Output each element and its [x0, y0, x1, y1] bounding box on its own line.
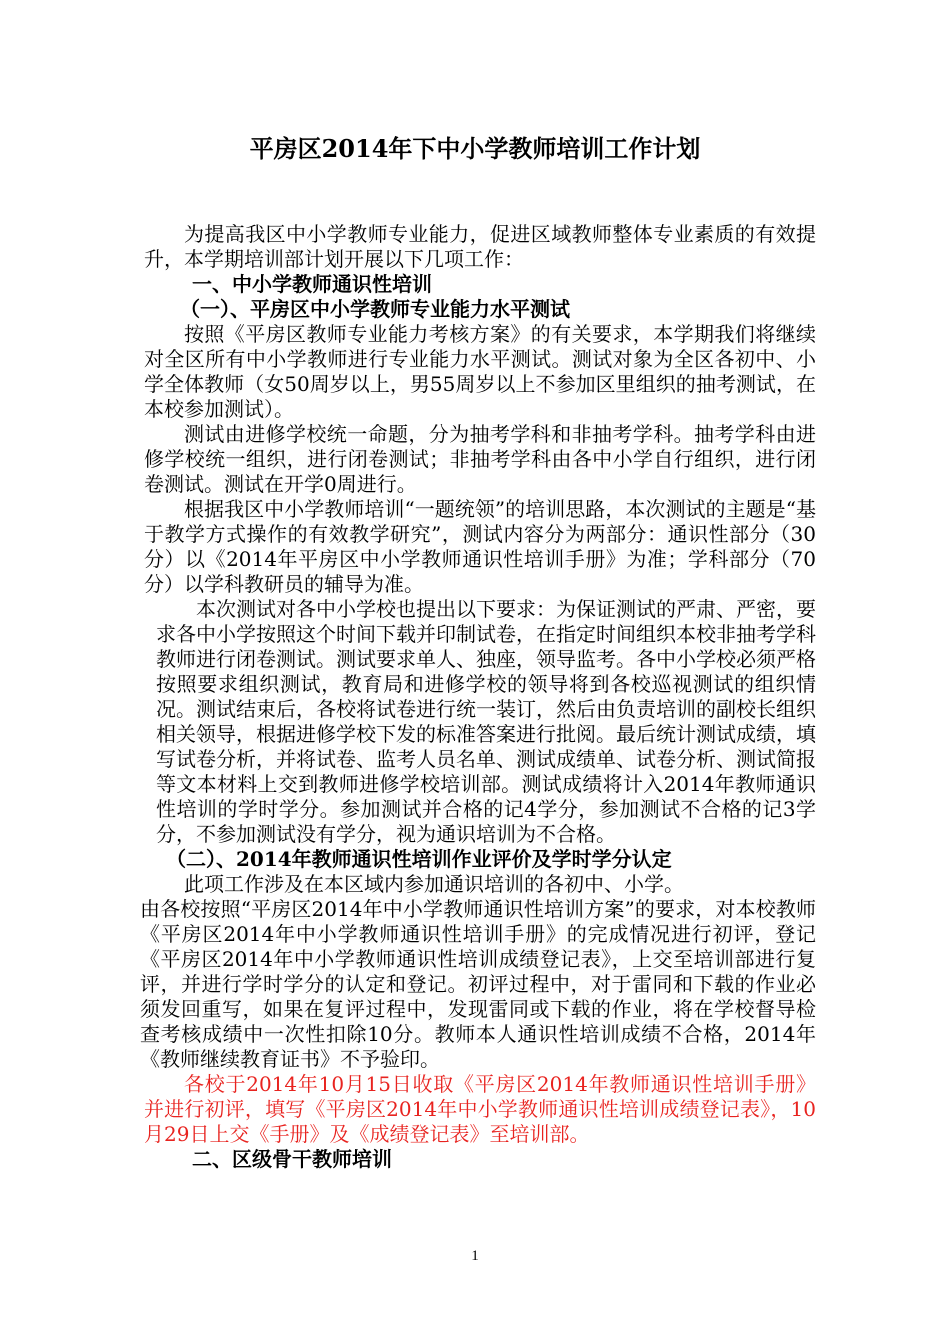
page-number: 1 [471, 1248, 479, 1264]
body-paragraph: 此项工作涉及在本区域内参加通识培训的各初中、小学。 [184, 872, 684, 896]
section-heading-2: 二、区级骨干教师培训 [192, 1147, 392, 1171]
subsection-heading-2: （二）、2014年教师通识性培训作业评价及学时学分认定 [166, 847, 672, 871]
body-paragraph: 根据我区中小学教师培训“一题统领”的培训思路，本次测试的主题是“基于教学方式操作的有效教学研究”，测试内容分为两部分：通识性部分（30分）以《2014年平房区中小学教师通识性培训手册》为准；学科部分（70分）以学科教研员的辅导为准。 [144, 497, 816, 596]
body-paragraph: 由各校按照“平房区2014年中小学教师通识性培训方案”的要求，对本校教师《平房区2014年中小学教师通识性培训手册》的完成情况进行初评，登记《平房区2014年中小学教师通识性培训成绩登记表》，上交至培训部进行复评，并进行学时学分的认定和登记。初评过程中，对于雷同和下载的作业必须发回重写，如果在复评过程中，发现雷同或下载的作业，将在学校督导检查考核成绩中一次性扣除10分。教师本人通识性培训成绩不合格，2014年《教师继续教育证书》不予验印。 [140, 897, 816, 1071]
intro-paragraph: 为提高我区中小学教师专业能力，促进区域教师整体专业素质的有效提升，本学期培训部计划开展以下几项工作： [144, 222, 816, 271]
body-paragraph: 测试由进修学校统一命题，分为抽考学科和非抽考学科。抽考学科由进修学校统一组织，进行闭卷测试；非抽考学科由各中小学自行组织，进行闭卷测试。测试在开学0周进行。 [144, 422, 816, 496]
body-paragraph: 按照《平房区教师专业能力考核方案》的有关要求，本学期我们将继续对全区所有中小学教师进行专业能力水平测试。测试对象为全区各初中、小学全体教师（女50周岁以上，男55周岁以上不参加区里组织的抽考测试，在本校参加测试）。 [144, 322, 816, 421]
section-heading-1: 一、中小学教师通识性培训 [192, 272, 432, 296]
document-title: 平房区2014年下中小学教师培训工作计划 [249, 134, 701, 163]
document-body [140, 222, 816, 1172]
body-paragraph: 本次测试对各中小学校也提出以下要求：为保证测试的严肃、严密，要求各中小学按照这个时间下载并印制试卷，在指定时间组织本校非抽考学科教师进行闭卷测试。测试要求单人、独座，领导监考。各中小学校必须严格按照要求组织测试，教育局和进修学校的领导将到各校巡视测试的组织情况。测试结束后，各校将试卷进行统一装订，然后由负责培训的副校长组织相关领导，根据进修学校下发的标准答案进行批阅。最后统计测试成绩，填写试卷分析，并将试卷、监考人员名单、测试成绩单、试卷分析、测试简报等文本材料上交到教师进修学校培训部。测试成绩将计入2014年教师通识性培训的学时学分。参加测试并合格的记4学分，参加测试不合格的记3学分，不参加测试没有学分，视为通识培训为不合格。 [156, 597, 816, 846]
subsection-heading-1: （一）、平房区中小学教师专业能力水平测试 [180, 297, 570, 321]
highlighted-notice: 各校于2014年10月15日收取《平房区2014年教师通识性培训手册》并进行初评，填写《平房区2014年中小学教师通识性培训成绩登记表》，10月29日上交《手册》及《成绩登记表》至培训部。 [144, 1072, 816, 1146]
